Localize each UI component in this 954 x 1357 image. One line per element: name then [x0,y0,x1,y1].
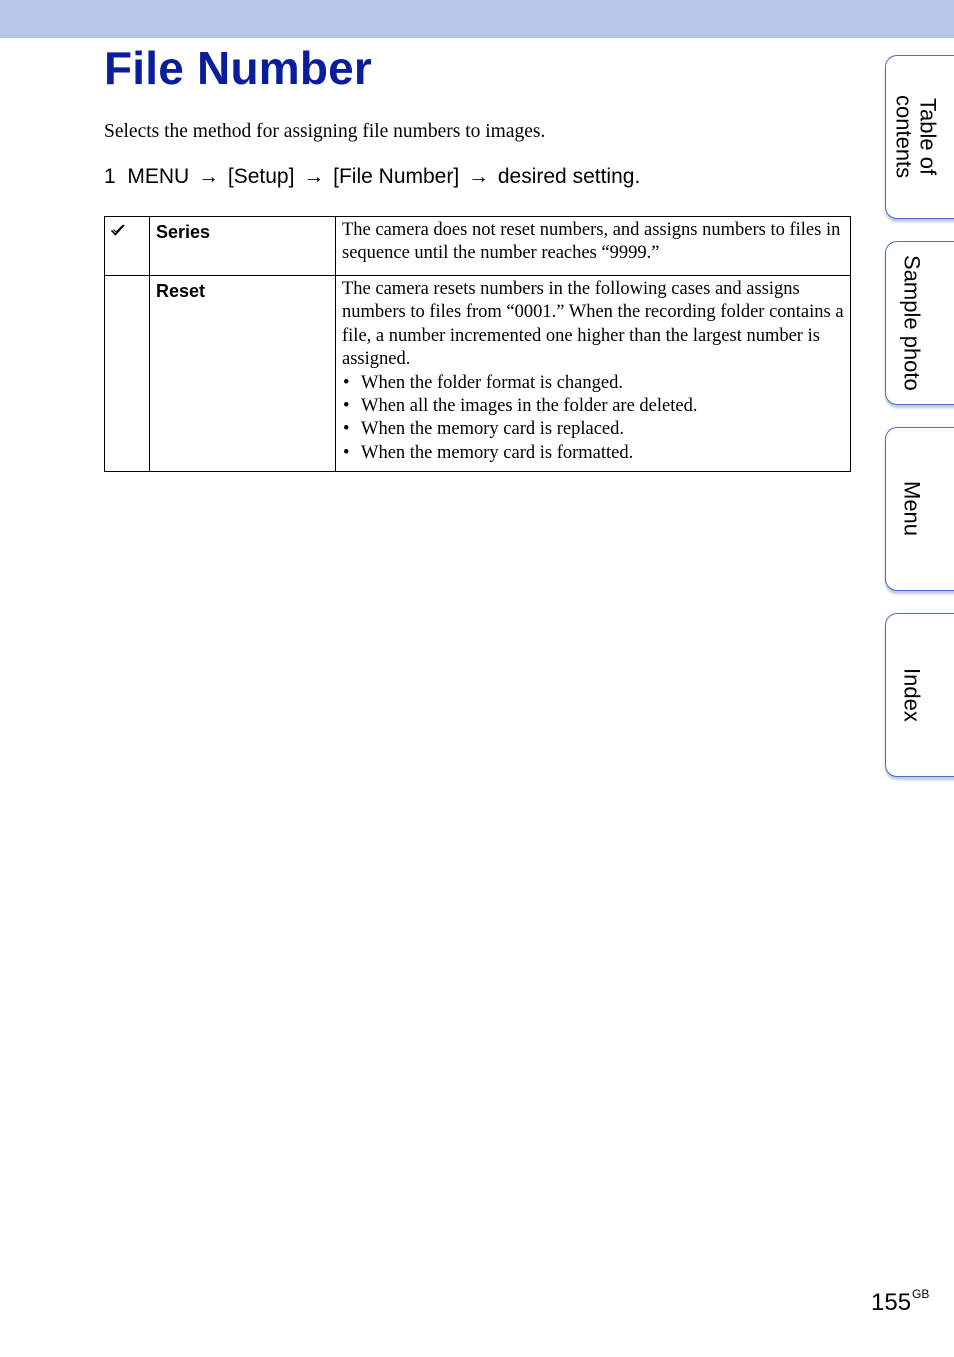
setting-name: Reset [150,276,336,472]
reset-cases-list [342,372,844,466]
table-row [105,276,851,472]
page-number-suffix: GB [912,1287,930,1301]
header-band [0,0,954,38]
list-item: • When the memory card is formatted. [342,442,844,465]
list-item: • When the folder format is changed. [342,372,844,395]
settings-table [104,216,851,472]
tab-index[interactable] [885,613,954,777]
intro-text: Selects the method for assigning file numbers to images. [104,121,546,142]
arrow-right-icon: → [468,165,490,188]
list-item: • When all the images in the folder are deleted. [342,395,844,418]
tab-sample-photo[interactable] [885,241,954,405]
setting-description: The camera resets numbers in the following cases and assigns numbers to files from “0001.” When the recording folder contains a file, a number incremented one higher than the largest number is assigned. [342,279,844,370]
setting-description-cell [336,276,851,472]
step-setup: [Setup] [227,165,295,188]
tab-table-of-contents[interactable] [885,55,954,219]
default-marker-cell [105,217,150,276]
table-row [105,217,851,276]
step-desired-setting: desired setting. [497,165,641,188]
page-number [871,1279,929,1318]
check-icon [110,223,126,237]
default-marker-cell [105,276,150,472]
arrow-right-icon: → [198,165,220,188]
page-number-value: 155 [871,1289,912,1316]
page-title: File Number [104,42,373,94]
tab-label: Menu [899,481,925,537]
tab-label: Sample photo [899,255,925,391]
step-menu: MENU [127,165,190,188]
list-item: • When the memory card is replaced. [342,418,844,441]
tab-label: Table of contents [891,95,941,179]
step-number: 1 [104,165,116,188]
setting-description: The camera does not reset numbers, and assigns numbers to files in sequence until the number reaches “9999.” [336,217,851,276]
menu-step [104,162,640,192]
tab-label: Index [899,668,925,722]
step-file-number: [File Number] [333,165,460,188]
tab-menu[interactable] [885,427,954,591]
arrow-right-icon: → [303,165,325,188]
setting-name: Series [150,217,336,276]
